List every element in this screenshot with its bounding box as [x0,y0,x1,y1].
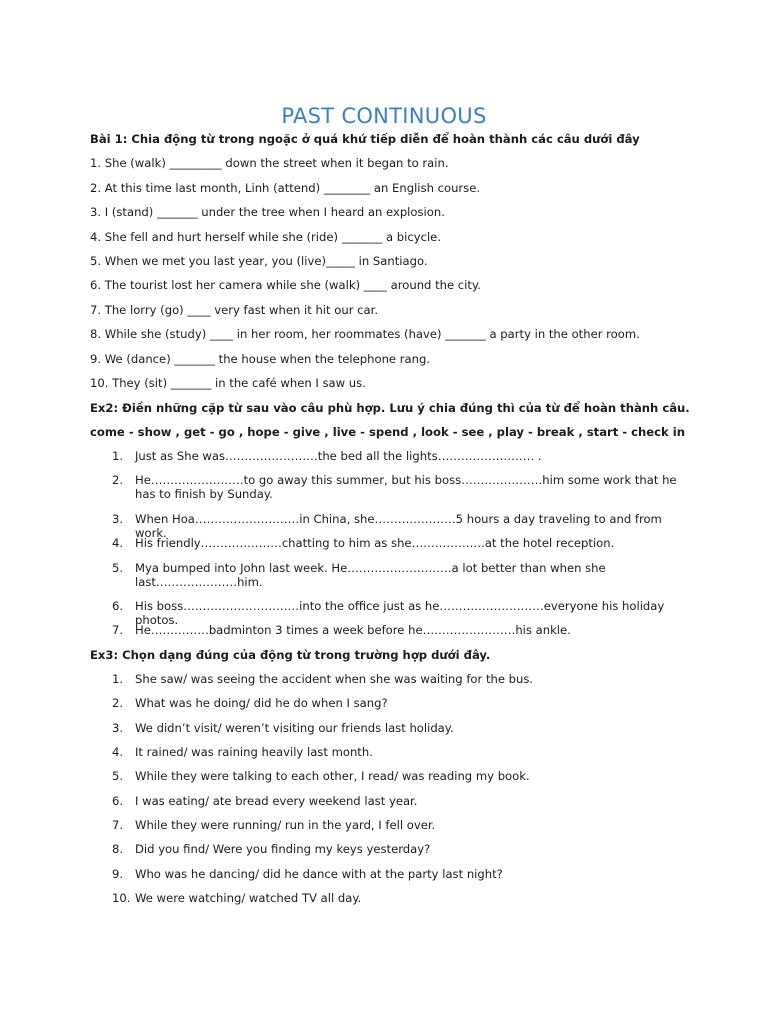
item-number: 5. [112,769,124,783]
item-text: I was eating/ ate bread every weekend last year. [135,794,418,808]
ex1-item: 7. The lorry (go) ____ very fast when it hit our car. [90,303,379,317]
item-number: 6. [112,794,124,808]
item-number: 4. [112,536,124,550]
ex1-item: 8. While she (study) ____ in her room, her roommates (have) _______ a party in the other room. [90,327,640,341]
item-text: She saw/ was seeing the accident when she was waiting for the bus. [135,672,534,686]
item-number: 9. [112,867,124,881]
item-text: His boss…………………………into the office just as he………………………everyone his holiday photos. [135,599,665,627]
item-number: 10. [112,891,131,905]
item-text: While they were running/ run in the yard, I fell over. [135,818,436,832]
item-text: What was he doing/ did he do when I sang? [135,696,388,710]
item-text: When Hoa………………………in China, she…………………5 hours a day traveling to and from work. [135,512,662,540]
ex1-item: 9. We (dance) _______ the house when the telephone rang. [90,352,430,366]
ex2-word-pairs: come - show , get - go , hope - give , live - spend , look - see , play - break , start - check in [90,425,686,439]
ex1-heading: Bài 1: Chia động từ trong ngoặc ở quá khứ tiếp diễn để hoàn thành các câu dưới đây [90,132,640,146]
item-text: We were watching/ watched TV all day. [135,891,362,905]
item-number: 8. [112,842,124,856]
item-text: Just as She was……………………the bed all the lights……………………. . [135,449,542,463]
ex1-item: 3. I (stand) _______ under the tree when I heard an explosion. [90,205,445,219]
item-number: 1. [112,672,124,686]
item-number: 5. [112,561,124,575]
item-text: While they were talking to each other, I read/ was reading my book. [135,769,530,783]
item-number: 3. [112,512,124,526]
item-number: 1. [112,449,124,463]
ex1-item: 1. She (walk) _________ down the street when it began to rain. [90,156,449,170]
ex1-item: 6. The tourist lost her camera while she (walk) ____ around the city. [90,278,481,292]
item-text: Who was he dancing/ did he dance with at the party last night? [135,867,503,881]
ex1-item: 5. When we met you last year, you (live)_____ in Santiago. [90,254,428,268]
item-number: 2. [112,473,124,487]
item-text: He……………………to go away this summer, but his boss…………………him some work that he has to finish by Sunday. [135,473,677,501]
page-title: PAST CONTINUOUS [281,104,487,128]
item-text: Did you find/ Were you finding my keys yesterday? [135,842,431,856]
item-number: 7. [112,818,124,832]
ex1-item: 2. At this time last month, Linh (attend) ________ an English course. [90,181,481,195]
ex1-item: 4. She fell and hurt herself while she (ride) _______ a bicycle. [90,230,442,244]
item-text: It rained/ was raining heavily last month. [135,745,373,759]
item-text: His friendly…………………chatting to him as she……………….at the hotel reception. [135,536,615,550]
item-number: 2. [112,696,124,710]
item-text: We didn’t visit/ weren’t visiting our friends last holiday. [135,721,454,735]
item-text: He……………badminton 3 times a week before he……………………his ankle. [135,623,571,637]
ex1-item: 10. They (sit) _______ in the café when I saw us. [90,376,366,390]
item-number: 6. [112,599,124,613]
item-number: 7. [112,623,124,637]
item-number: 4. [112,745,124,759]
item-number: 3. [112,721,124,735]
ex3-heading: Ex3: Chọn dạng đúng của động từ trong trường hợp dưới đây. [90,648,491,662]
ex2-heading: Ex2: Điền những cặp từ sau vào câu phù hợp. Lưu ý chia đúng thì của từ để hoàn thành câu. [90,401,690,415]
item-text: Mya bumped into John last week. He………………………a lot better than when she last…………………him. [135,561,606,589]
